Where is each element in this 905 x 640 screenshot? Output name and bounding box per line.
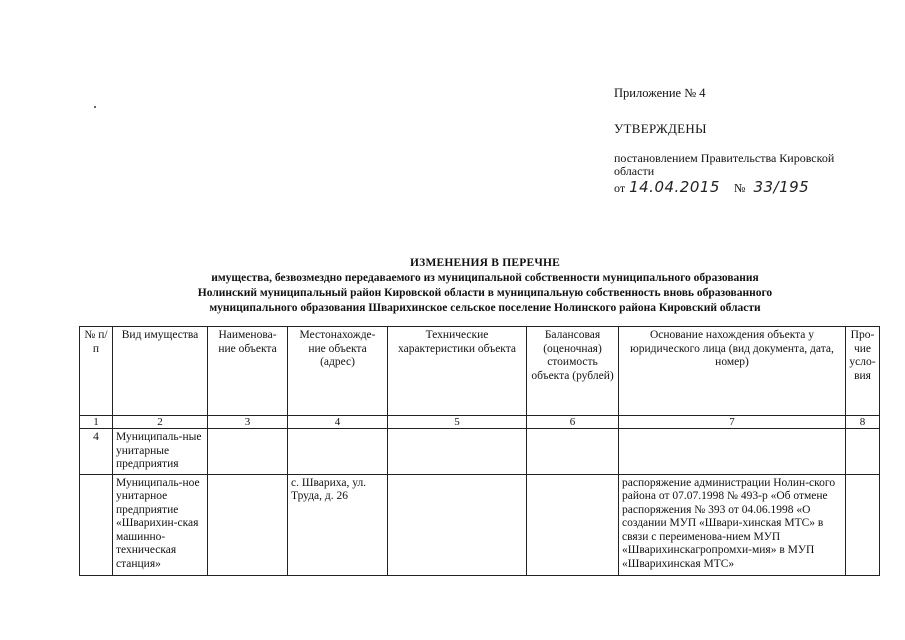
stray-dot bbox=[94, 106, 96, 108]
header-cell: Местонахожде-ние объекта (адрес) bbox=[288, 327, 388, 416]
table-cell bbox=[80, 474, 113, 575]
column-number: 8 bbox=[846, 416, 880, 429]
title-line-1: имущества, безвозмездно передаваемого из муниципальной собственности муниципального образования bbox=[211, 272, 759, 284]
column-number: 1 bbox=[80, 416, 113, 429]
property-table bbox=[79, 326, 880, 576]
decree-text: постановлением Правительства Кировской области bbox=[614, 151, 835, 178]
table-row bbox=[80, 474, 880, 575]
title-line-3: муниципального образования Шварихинское сельское поселение Нолинского района Кировский области bbox=[209, 302, 761, 314]
table-cell bbox=[527, 474, 619, 575]
table-cell bbox=[288, 429, 388, 475]
table-cell: Муниципаль-ные унитарные предприятия bbox=[113, 429, 208, 475]
approved-heading: УТВЕРЖДЕНЫ bbox=[614, 121, 707, 136]
header-cell: Балансовая (оценочная) стоимость объекта (рублей) bbox=[527, 327, 619, 416]
header-cell: Вид имущества bbox=[113, 327, 208, 416]
number-prefix: № bbox=[733, 181, 746, 195]
table-header-row bbox=[80, 327, 880, 416]
table-cell bbox=[388, 474, 527, 575]
header-cell: Основание нахождения объекта у юридического лица (вид документа, дата, номер) bbox=[619, 327, 846, 416]
decree-date-line bbox=[614, 180, 809, 195]
table-cell bbox=[846, 429, 880, 475]
column-number: 2 bbox=[113, 416, 208, 429]
table-cell: с. Швариха, ул. Труда, д. 26 bbox=[288, 474, 388, 575]
table-cell bbox=[846, 474, 880, 575]
column-number: 3 bbox=[208, 416, 288, 429]
handwritten-date: 14.04.2015 bbox=[629, 178, 720, 196]
table-cell bbox=[527, 429, 619, 475]
document-title bbox=[60, 256, 905, 316]
title-main: ИЗМЕНЕНИЯ В ПЕРЕЧНЕ bbox=[410, 257, 560, 269]
table-row bbox=[80, 429, 880, 475]
header-cell: № п/п bbox=[80, 327, 113, 416]
column-number: 4 bbox=[288, 416, 388, 429]
appendix-label: Приложение № 4 bbox=[614, 86, 706, 100]
table-cell: 4 bbox=[80, 429, 113, 475]
table-cell: Муниципаль-ное унитарное предприятие «Шварихин-ская машинно-техническая станция» bbox=[113, 474, 208, 575]
column-number-row bbox=[80, 416, 880, 429]
header-cell: Про-чие усло-вия bbox=[846, 327, 880, 416]
header-cell: Наименова-ние объекта bbox=[208, 327, 288, 416]
table-cell bbox=[208, 429, 288, 475]
date-prefix: от bbox=[614, 181, 626, 195]
header-cell: Технические характеристики объекта bbox=[388, 327, 527, 416]
column-number: 5 bbox=[388, 416, 527, 429]
table-cell bbox=[208, 474, 288, 575]
column-number: 6 bbox=[527, 416, 619, 429]
table-cell bbox=[388, 429, 527, 475]
handwritten-number: 33/195 bbox=[753, 178, 810, 196]
title-line-2: Нолинский муниципальный район Кировской области в муниципальную собственность вновь образованного bbox=[197, 287, 773, 299]
table-cell: распоряжение администрации Нолин-ского района от 07.07.1998 № 493-р «Об отмене распоряжения № 393 от 04.06.1998 «О создании МУП «Швари-хинская МТС» в связи с переименова-нием МУП «Шварихинскагропромхи-мия» в МУП «Шварихинская МТС» bbox=[619, 474, 846, 575]
column-number: 7 bbox=[619, 416, 846, 429]
table-cell bbox=[619, 429, 846, 475]
